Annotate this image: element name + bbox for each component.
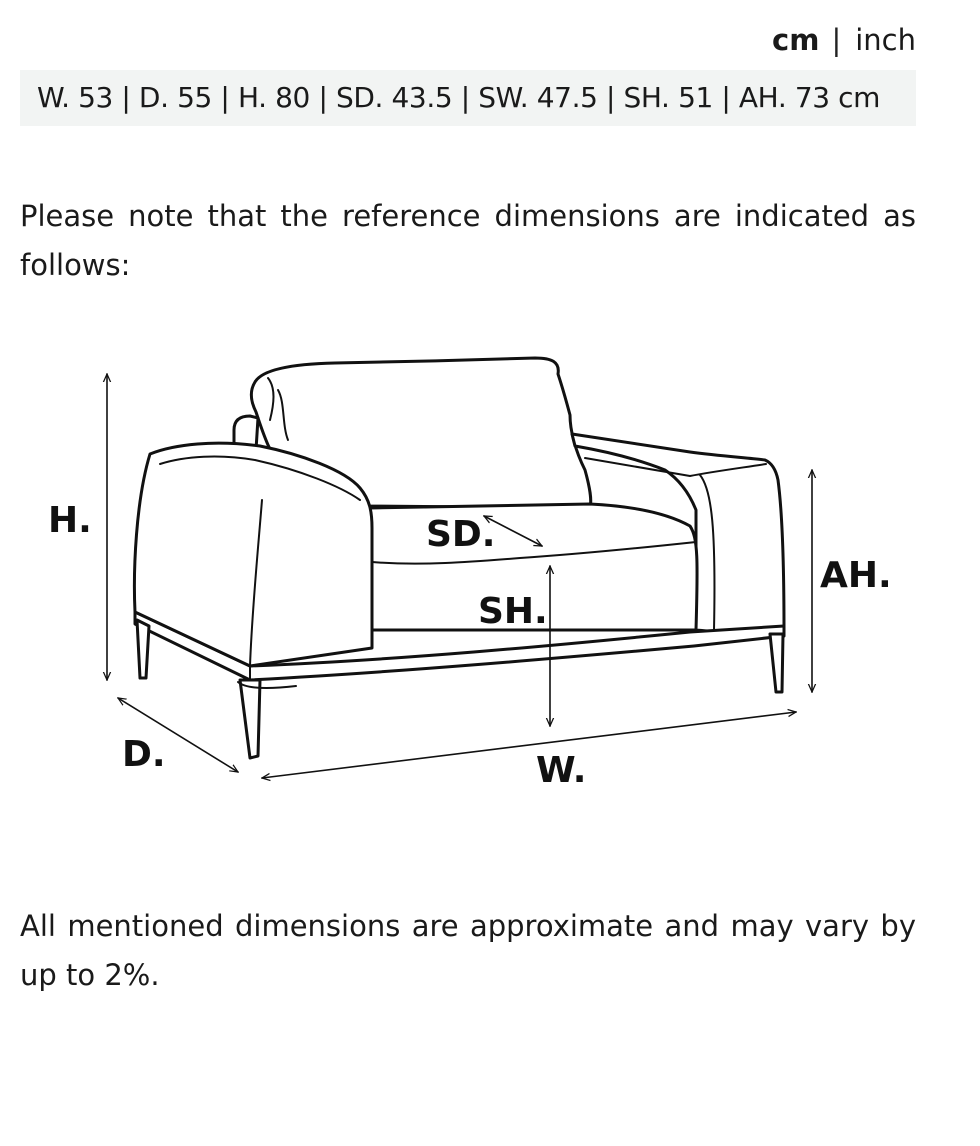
width-dimension-line <box>262 712 796 778</box>
height-label: H. <box>48 500 92 541</box>
unit-separator: | <box>831 23 842 57</box>
unit-cm-option[interactable]: cm <box>772 23 820 57</box>
width-label: W. <box>536 750 587 791</box>
sofa-dimension-diagram <box>0 330 980 810</box>
leg-back-left <box>137 620 149 678</box>
reference-note: Please note that the reference dimensions are indicated as follows: <box>20 199 916 282</box>
unit-inch-option[interactable]: inch <box>855 23 916 57</box>
seat-depth-label: SD. <box>426 514 496 555</box>
dimensions-summary: W. 53 | D. 55 | H. 80 | SD. 43.5 | SW. 47.5 | SH. 51 | AH. 73 cm <box>20 70 916 126</box>
sofa-illustration <box>0 330 980 810</box>
unit-toggle <box>772 20 916 60</box>
arm-height-label: AH. <box>820 555 892 596</box>
depth-label: D. <box>122 734 166 775</box>
seat-height-label: SH. <box>478 591 548 632</box>
leg-back-right <box>770 634 783 692</box>
leg-front-left <box>240 680 260 758</box>
approximate-note: All mentioned dimensions are approximate and may vary by up to 2%. <box>20 909 916 992</box>
